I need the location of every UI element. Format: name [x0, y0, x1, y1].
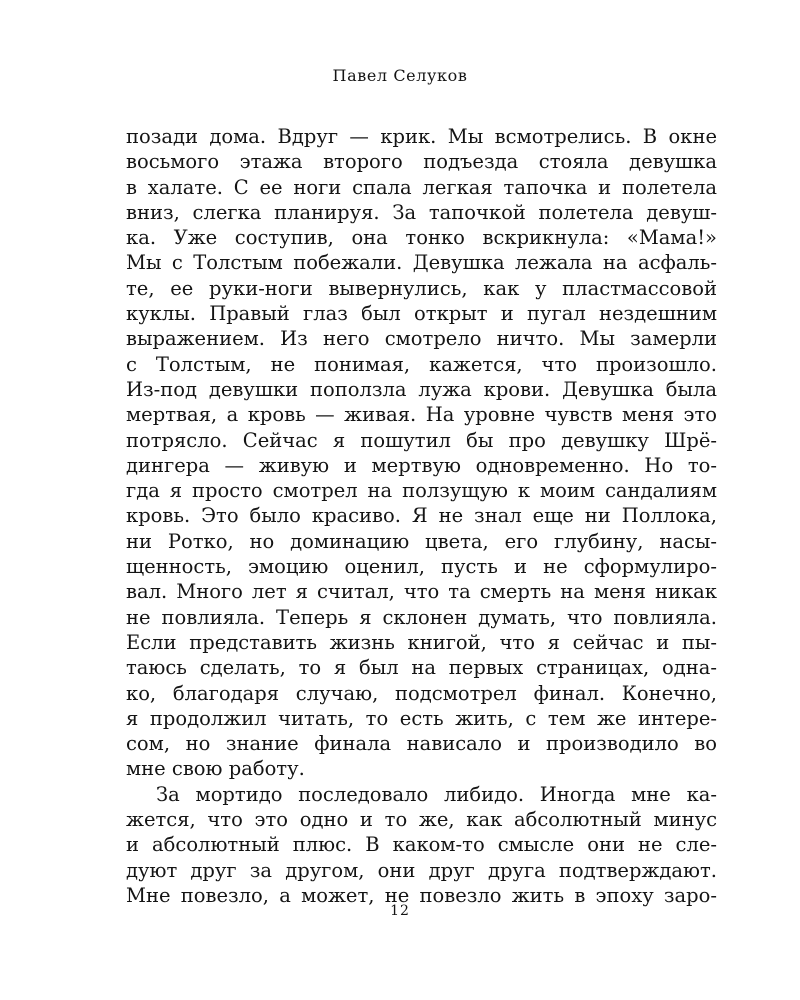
text-line: Если представить жизнь книгой, что я сейчас и пы-	[126, 630, 717, 654]
text-line: щенность, эмоцию оценил, пусть и не сформулиро-	[126, 555, 717, 579]
body-text	[126, 124, 717, 908]
text-line: кровь. Это было красиво. Я не знал еще ни Поллока,	[126, 504, 717, 528]
text-line: сом, но знание финала нависало и производило во	[126, 732, 717, 756]
text-line: таюсь сделать, то я был на первых страницах, одна-	[126, 656, 717, 680]
text-line: гда я просто смотрел на ползущую к моим сандалиям	[126, 479, 717, 503]
text-line: Мне повезло, а может, не повезло жить в эпоху заро-	[126, 883, 717, 907]
text-line: За мортидо последовало либидо. Иногда мне ка-	[156, 782, 717, 806]
paragraph-1	[126, 124, 717, 782]
text-line: потрясло. Сейчас я пошутил бы про девушку Шрё-	[126, 428, 717, 452]
text-line: вал. Много лет я считал, что та смерть на меня никак	[126, 580, 717, 604]
text-line: и абсолютный плюс. В каком-то смысле они не сле-	[126, 833, 717, 857]
text-line: мертвая, а кровь — живая. На уровне чувств меня это	[126, 403, 717, 427]
text-line: выражением. Из него смотрело ничто. Мы замерли	[126, 327, 717, 351]
text-line: Мы с Толстым побежали. Девушка лежала на асфаль-	[126, 251, 717, 275]
text-line: вниз, слегка планируя. За тапочкой полетела девуш-	[126, 200, 717, 224]
text-line: дуют друг за другом, они друг друга подтверждают.	[126, 858, 717, 882]
text-line: Из-под девушки поползла лужа крови. Девушка была	[126, 377, 717, 401]
text-line: жется, что это одно и то же, как абсолютный минус	[126, 808, 717, 832]
text-line: ко, благодаря случаю, подсмотрел финал. Конечно,	[126, 681, 717, 705]
text-line: куклы. Правый глаз был открыт и пугал нездешним	[126, 302, 717, 326]
text-line: я продолжил читать, то есть жить, с тем же интере-	[126, 706, 717, 730]
page-number: 12	[390, 903, 410, 919]
text-line: в халате. С ее ноги спала легкая тапочка и полетела	[126, 175, 717, 199]
text-line: не повлияла. Теперь я склонен думать, что повлияла.	[126, 605, 717, 629]
text-line: дингера — живую и мертвую одновременно. Но то-	[126, 453, 717, 477]
running-head: Павел Селуков	[332, 66, 468, 85]
paragraph-2	[126, 782, 717, 908]
text-line: позади дома. Вдруг — крик. Мы всмотрелись. В окне	[126, 125, 717, 148]
text-line: с Толстым, не понимая, кажется, что произошло.	[126, 352, 717, 376]
text-line: те, ее руки-ноги вывернулись, как у пластмассовой	[126, 276, 717, 300]
text-line: ни Ротко, но доминацию цвета, его глубину, насы-	[126, 529, 717, 553]
text-line: восьмого этажа второго подъезда стояла девушка	[126, 150, 717, 174]
text-line: мне свою работу.	[126, 757, 305, 781]
text-line: ка. Уже соступив, она тонко вскрикнула: «Мама!»	[126, 226, 717, 250]
